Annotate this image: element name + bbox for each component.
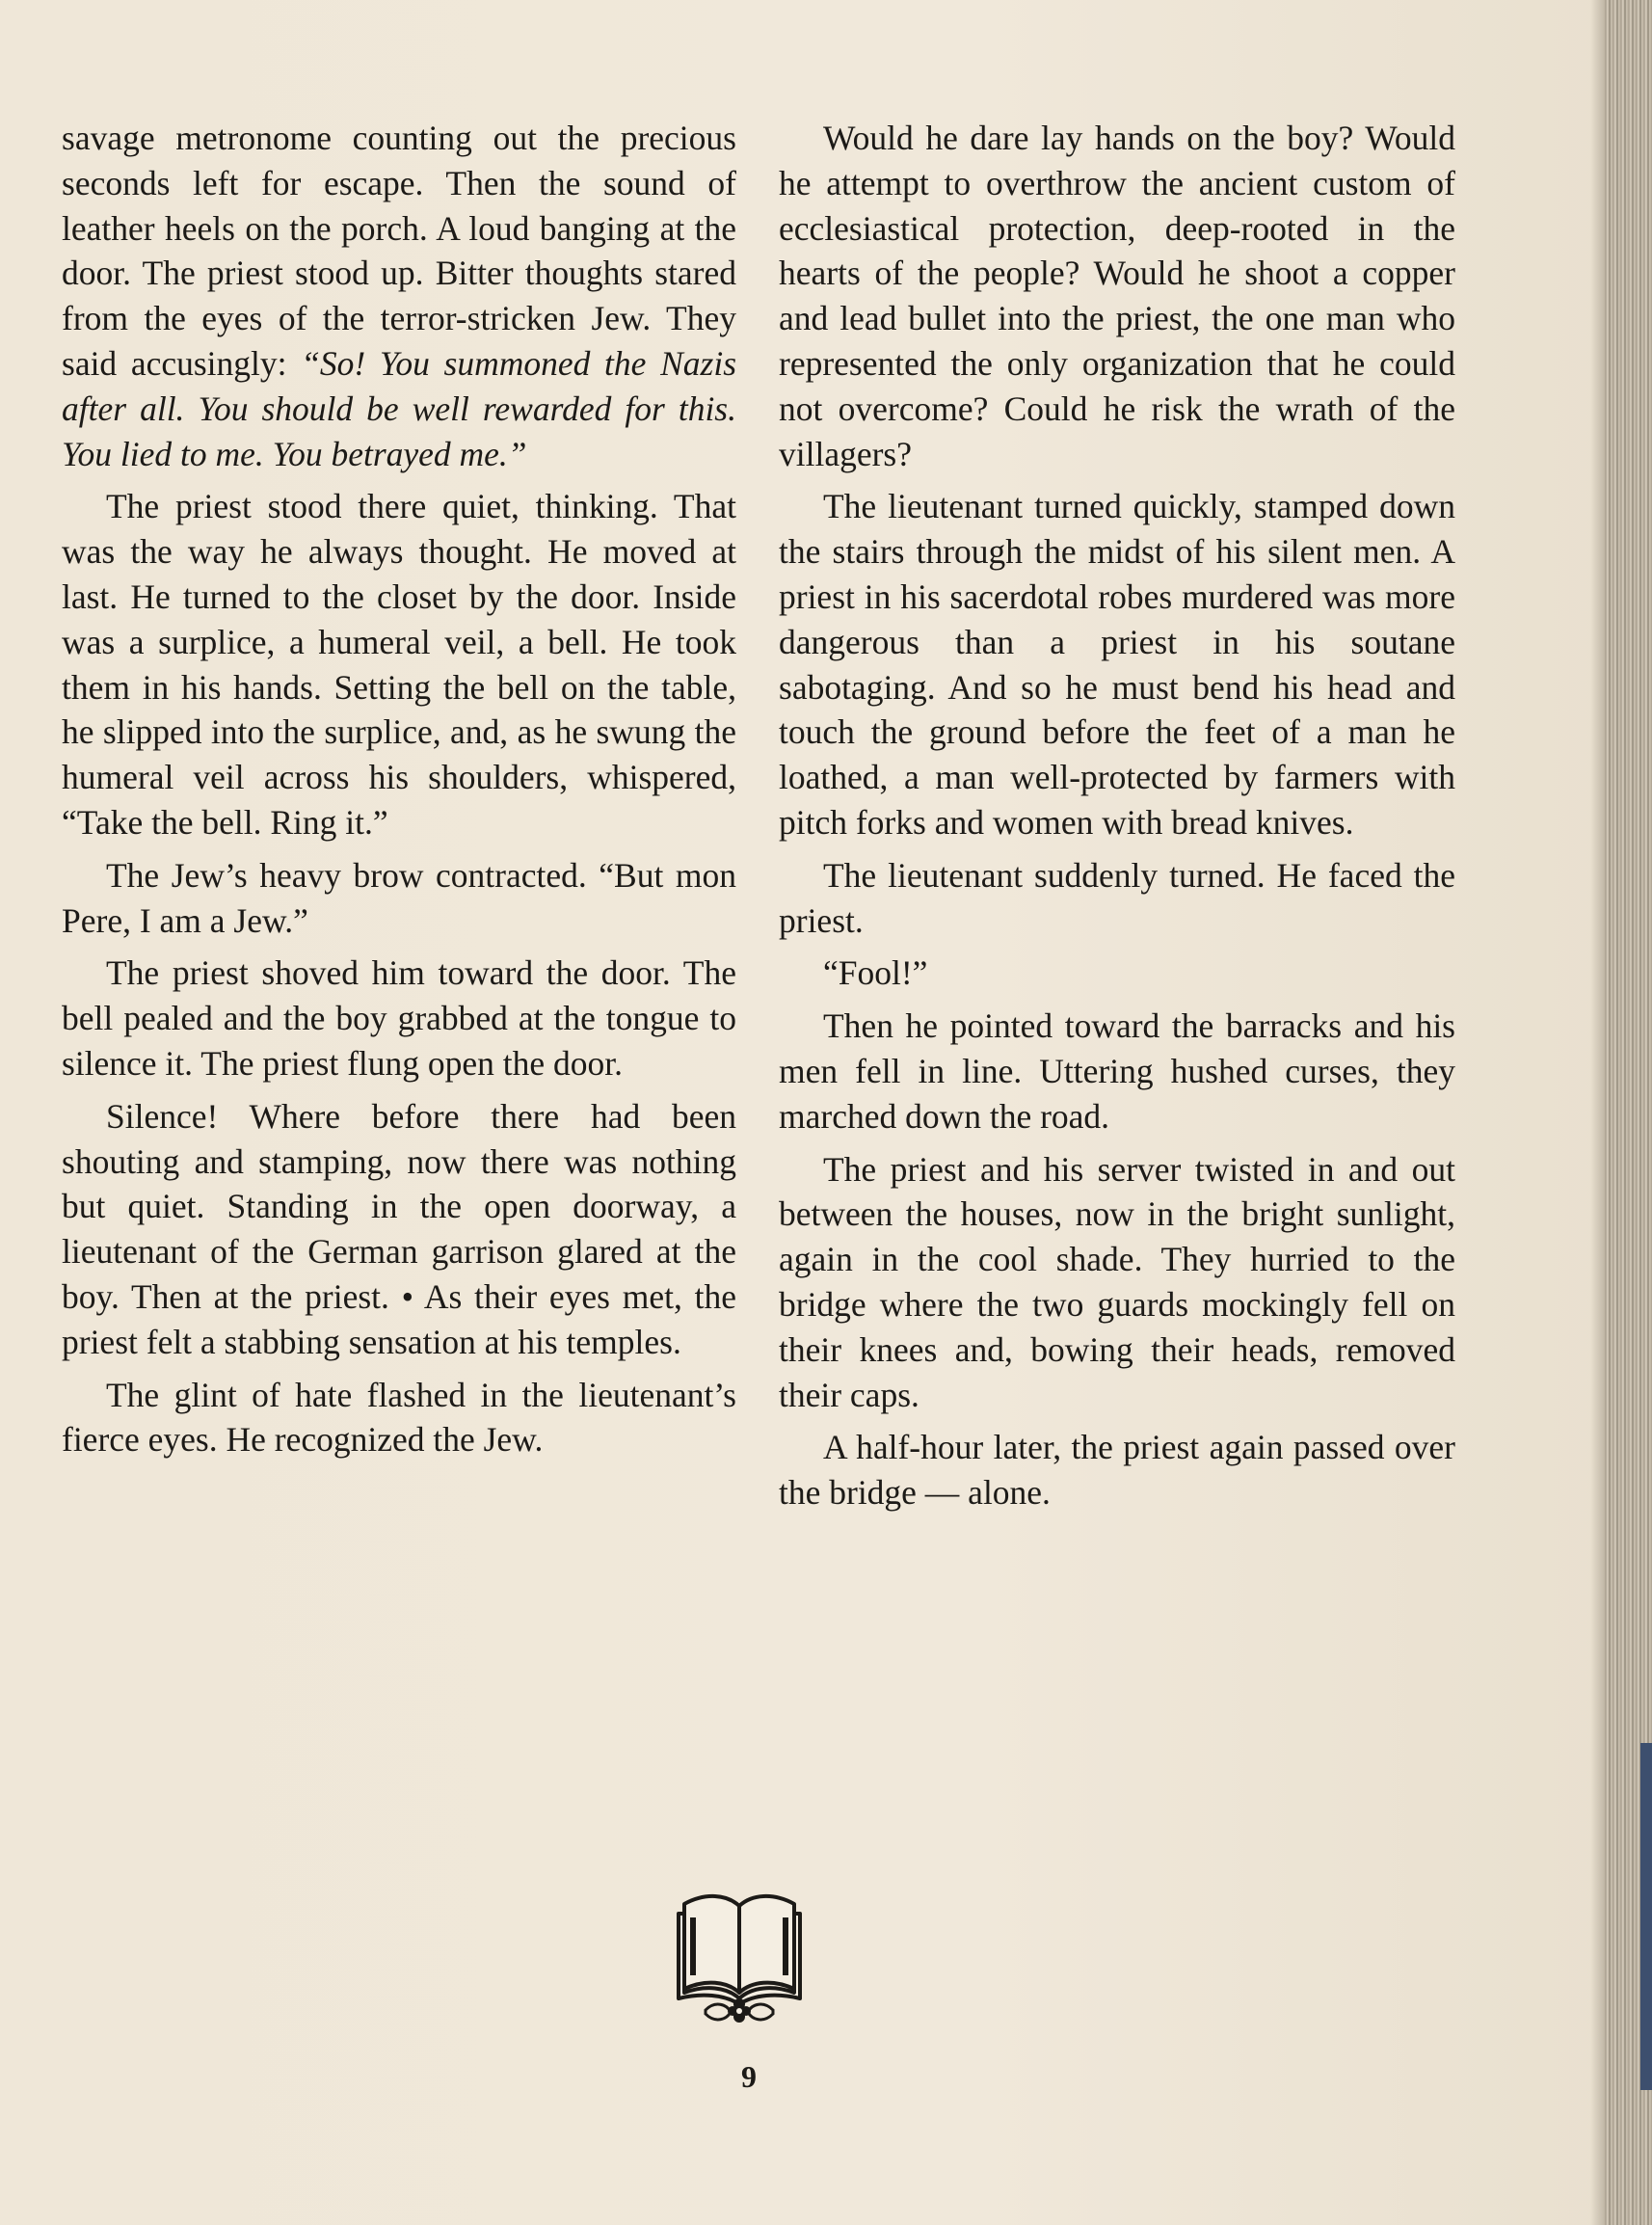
paragraph: The priest shoved him toward the door. The bell pealed and the boy grabbed at the tongue to silence it. The priest flung open the door. <box>62 953 736 1083</box>
paragraph: Silence! Where before there had been shouting and stamping, now there was nothing but quiet. Standing in the open doorway, a lieutenant of the German garrison glared at the boy. Then at the priest. • As their eyes met, the priest felt a stabbing sensation at his temples. <box>62 1096 736 1361</box>
paragraph: The Jew’s heavy brow contracted. “But mon Pere, I am a Jew.” <box>62 855 736 940</box>
paragraph: The priest and his server twisted in and out between the houses, now in the bright sunlight, again in the cool shade. They hurried to the bridge where the two guards mockingly fell on their knees and, bowing their heads, removed their caps. <box>779 1149 1455 1414</box>
paragraph: The priest stood there quiet, thinking. That was the way he always thought. He moved at last. He turned to the closet by the door. Inside was a surplice, a humeral veil, a bell. He took them in his hands. Setting the bell on the table, he slipped into the surplice, and, as he swung the humeral veil across his shoulders, whispered, “Take the bell. Ring it.” <box>62 487 736 842</box>
italic-quote: “So! You summoned the Nazis after all. You should be well rewarded for this. You lied to me. You betrayed me.” <box>62 343 737 473</box>
paragraph-text: savage metronome counting out the precious seconds left for escape. Then the sound of leather heels on the porch. A loud banging at the door. The priest stood up. Bitter thoughts stared from the eyes of the terror-stricken Jew. They said accusingly: <box>62 119 736 383</box>
book-cover-edge <box>1640 1743 1652 2090</box>
paragraph: The lieutenant turned quickly, stamped down the stairs through the midst of his silent men. A priest in his sacerdotal robes murdered was more dangerous than a priest in his soutane sabotaging. And so he must bend his head and touch the ground before the feet of a man he loathed, a man well-protected by farmers with pitch forks and women with bread knives. <box>779 487 1455 842</box>
paragraph: Would he dare lay hands on the boy? Would he attempt to overthrow the ancient custom of ecclesiastical protection, deep-rooted in the hearts of the people? Would he shoot a copper and lead bullet into the priest, the one man who represented the only organization that he could not overcome? Could he risk the wrath of the villagers? <box>779 119 1455 473</box>
paragraph <box>62 116 736 476</box>
paragraph: Then he pointed toward the barracks and his men fell in line. Uttering hushed curses, they marched down the road. <box>779 1006 1455 1136</box>
paragraph: A half-hour later, the priest again passed over the bridge — alone. <box>779 1428 1455 1513</box>
paragraph: “Fool!” <box>823 953 928 993</box>
page-number: 9 <box>741 2059 757 2094</box>
right-text-column <box>779 116 1455 1515</box>
paragraph: The lieutenant suddenly turned. He faced the priest. <box>779 855 1455 940</box>
left-text-column <box>62 116 736 1462</box>
paragraph: The glint of hate flashed in the lieutenant’s fierce eyes. He recognized the Jew. <box>62 1375 736 1460</box>
open-book-icon <box>677 1885 802 2029</box>
page-edge-shadow <box>1590 0 1604 2225</box>
